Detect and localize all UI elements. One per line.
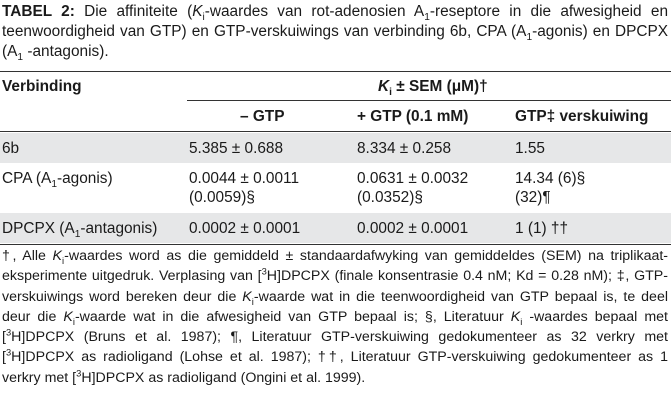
value-line: (0.0059)§	[189, 189, 255, 206]
header-ki-sem	[378, 77, 488, 97]
compound-text: -antagonis)	[80, 220, 158, 237]
caption-sub: 1	[17, 52, 24, 64]
value-line: (32)¶	[515, 189, 551, 206]
footnote-k: K	[63, 308, 73, 325]
header-minus-gtp: – GTP	[240, 108, 285, 125]
cell-gtp-shift	[515, 169, 585, 207]
cell-plus-gtp: 8.334 ± 0.258	[357, 140, 452, 157]
footnote-text: -waarde wat in die teenwoordigheid van GTP bepaal is, te deel deur die	[2, 288, 668, 325]
bottom-rule	[0, 244, 671, 245]
row-band	[0, 133, 671, 163]
table-caption	[2, 2, 668, 62]
caption-k: K	[192, 3, 203, 20]
footnote-k: K	[52, 248, 63, 264]
compound-text: DPCPX (A	[2, 220, 75, 237]
caption-text: Die affiniteite (	[74, 3, 193, 20]
cell-compound	[2, 169, 113, 191]
table-footnote	[2, 246, 668, 388]
caption-text: -antagonis).	[23, 43, 109, 60]
footnote-k-sub: i	[72, 316, 75, 327]
cell-compound	[2, 219, 158, 241]
footnote-k: K	[510, 308, 521, 325]
compound-sub: 1	[74, 229, 81, 241]
footnote-k-sub: i	[520, 316, 523, 327]
caption-k-sub: i	[202, 12, 205, 24]
caption-label: TABEL 2:	[2, 3, 75, 20]
header-plus-gtp: + GTP (0.1 mM)	[357, 108, 469, 125]
footnote-sup: 3	[261, 266, 267, 277]
cell-gtp-shift: 1 (1) ††	[515, 220, 569, 237]
header-ki-sub: i	[389, 87, 392, 99]
footnote-k-sub: i	[251, 296, 254, 307]
value-line: 0.0044 ± 0.0011	[189, 170, 300, 187]
footnote-text: -waardes bepaal met [	[2, 308, 668, 346]
caption-text: -agonis) en DPCPX (A	[2, 23, 668, 60]
cell-minus-gtp: 5.385 ± 0.688	[189, 140, 284, 157]
header-gtp-shift: GTP‡ verskuiwing	[515, 108, 649, 125]
cell-compound: 6b	[2, 140, 20, 157]
top-rule	[0, 71, 671, 72]
footnote-text: †, Alle	[2, 248, 53, 264]
footnote-sup: 3	[76, 368, 82, 379]
footnote-k-sub: i	[62, 255, 65, 266]
caption-sub: 1	[526, 32, 533, 44]
caption-text: -waardes van rot-adenosien A	[204, 3, 425, 20]
header-compound: Verbinding	[2, 78, 82, 95]
compound-text: -agonis)	[56, 170, 113, 187]
value-line: 0.0631 ± 0.0032	[357, 170, 469, 187]
footnote-text: H]DPCPX as radioligand (Ongini et al. 1999).	[81, 369, 366, 386]
footnote-sup: 3	[5, 347, 12, 358]
value-line: 14.34 (6)§	[515, 170, 586, 187]
header-ki-k: K	[378, 78, 390, 95]
caption-text: -reseptore in die afwesigheid en teenwoordigheid van GTP) en GTP-verskuiwings van verbinding 6b, CPA (A	[2, 3, 669, 40]
caption-sub: 1	[424, 12, 430, 24]
footnote-text: H]DPCPX (finale konsentrasie 0.4 nM; Kd = 0.28 nM); ‡, GTP-verskuiwings word bereken deur die	[2, 268, 668, 305]
footnote-k: K	[242, 288, 252, 305]
header-bottom-rule	[0, 131, 671, 132]
compound-sub: 1	[51, 179, 57, 191]
value-line: (0.0352)§	[357, 189, 423, 206]
footnote-text: H]DPCPX as radioligand (Lohse et al. 1987); ††, Literatuur GTP-verskuiwing gedokumenteer as 1 verkry met [	[2, 349, 668, 386]
footnote-text: -waardes word as die gemiddeld ± standaardafwyking van gemiddeldes (SEM) na triplikaat- eksperimente uitgedruk. Verplasing van [	[2, 248, 669, 285]
footnote-text: -waarde wat in die afwesigheid van GTP bepaal is; §, Literatuur	[74, 308, 511, 325]
header-ki-rest: ± SEM (μM)†	[391, 78, 488, 95]
cell-gtp-shift: 1.55	[515, 140, 545, 157]
cell-plus-gtp	[357, 169, 468, 207]
cell-plus-gtp: 0.0002 ± 0.0001	[357, 220, 469, 237]
cell-minus-gtp	[189, 169, 299, 207]
footnote-sup: 3	[5, 327, 12, 338]
footnote-text: H]DPCPX (Bruns et al. 1987); ¶, Literatuur GTP-verskuiwing gedokumenteer as 32 verkry met [	[2, 329, 668, 366]
header-subrule	[187, 100, 671, 101]
compound-text: CPA (A	[2, 170, 52, 187]
cell-minus-gtp: 0.0002 ± 0.0001	[189, 220, 301, 237]
